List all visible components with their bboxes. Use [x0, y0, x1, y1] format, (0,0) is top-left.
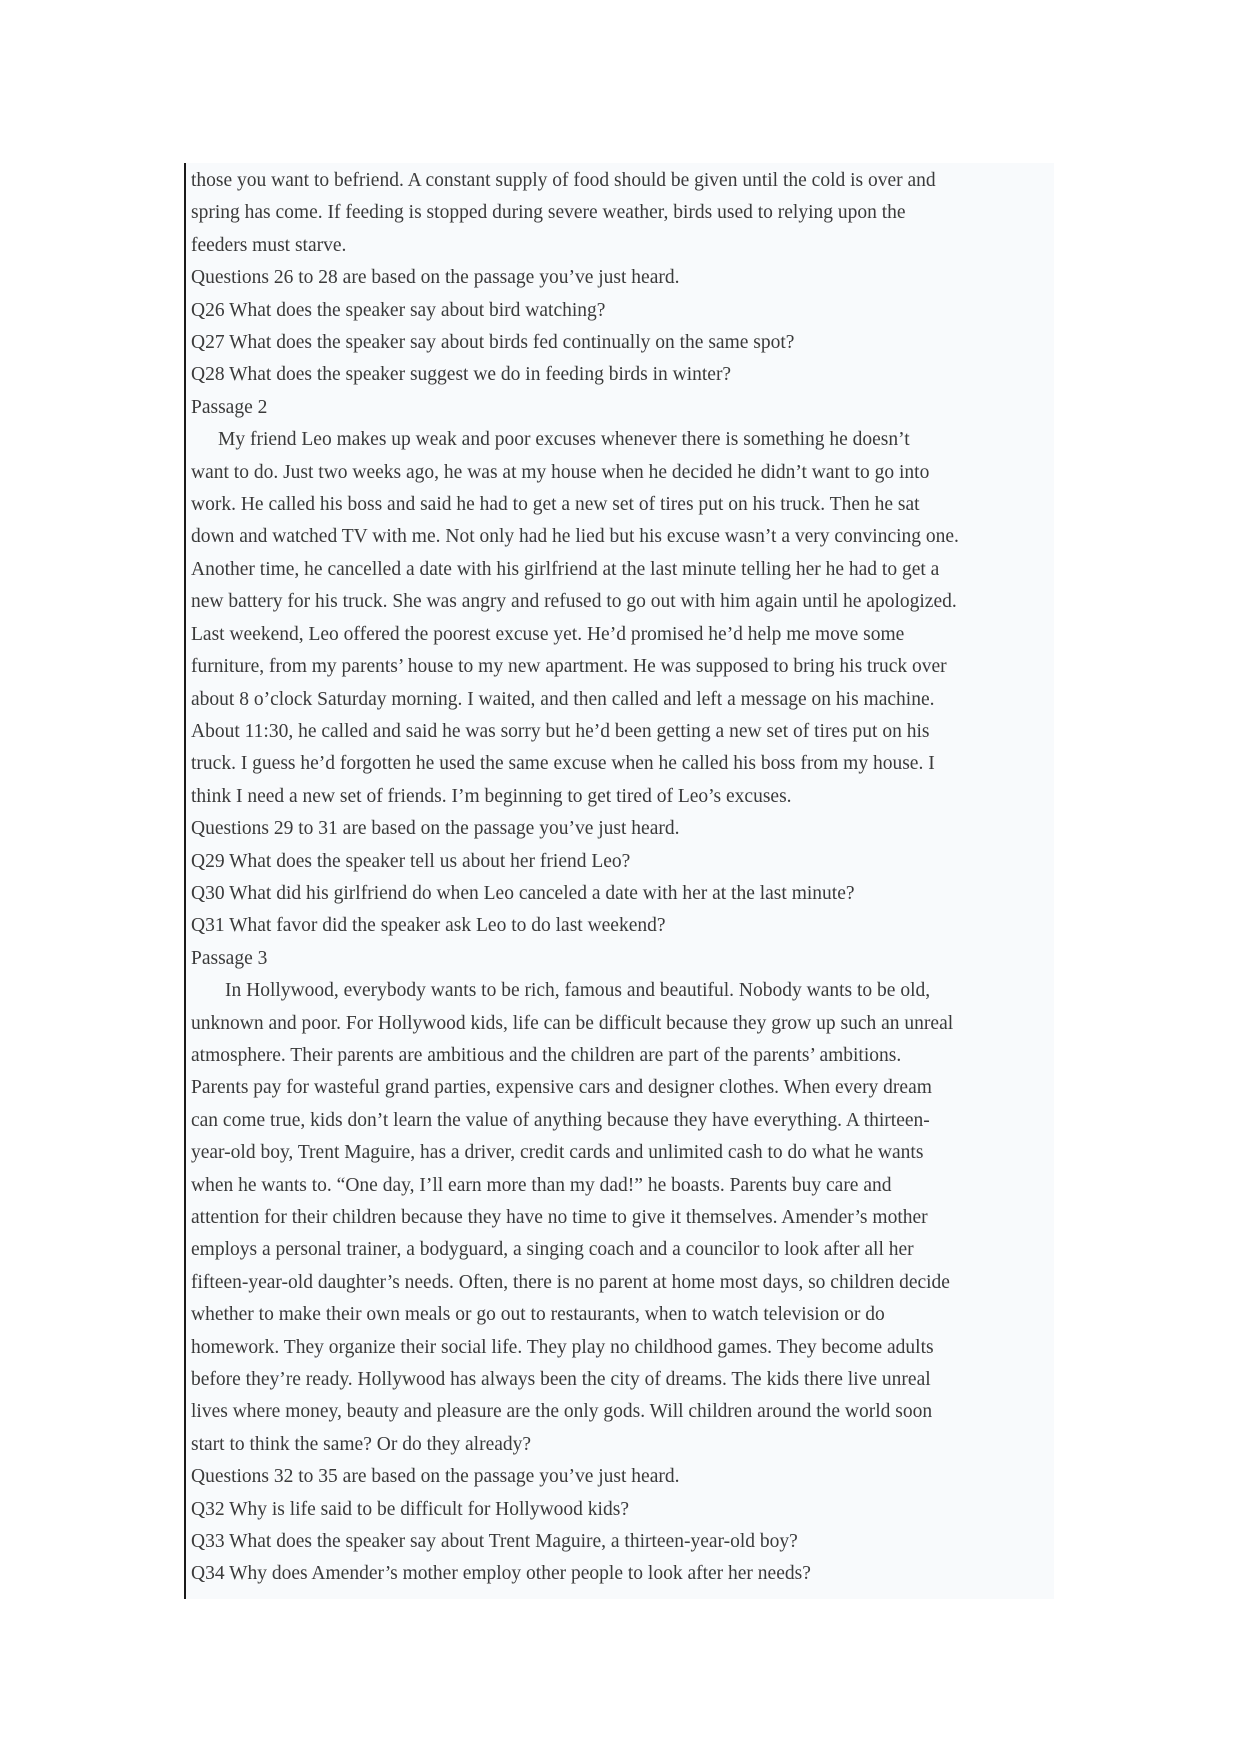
question-line: Q26 What does the speaker say about bird watching? — [191, 299, 606, 321]
passage-heading: Passage 2 — [191, 396, 268, 418]
passage-text-line: those you want to befriend. A constant supply of food should be given until the cold is over and — [191, 170, 936, 191]
question-line: Q28 What does the speaker suggest we do in feeding birds in winter? — [191, 364, 732, 386]
passage-text-line: down and watched TV with me. Not only had he lied but his excuse wasn’t a very convincing one. — [191, 526, 959, 548]
passage-text-line: lives where money, beauty and pleasure are the only gods. Will children around the world soon — [191, 1401, 933, 1423]
question-line: Q33 What does the speaker say about Trent Maguire, a thirteen-year-old boy? — [191, 1531, 798, 1553]
questions-intro-line: Questions 32 to 35 are based on the passage you’ve just heard. — [191, 1466, 680, 1488]
passage-text-line: new battery for his truck. She was angry and refused to go out with him again until he apologized. — [191, 591, 957, 613]
question-line: Q32 Why is life said to be difficult for Hollywood kids? — [191, 1498, 629, 1520]
questions-intro-line: Questions 29 to 31 are based on the passage you’ve just heard. — [191, 818, 680, 840]
question-line: Q31 What favor did the speaker ask Leo to do last weekend? — [191, 915, 666, 937]
passage-text-line: employs a personal trainer, a bodyguard, a singing coach and a councilor to look after all her — [191, 1239, 914, 1261]
passage-text-line: truck. I guess he’d forgotten he used the same excuse when he called his boss from my house. I — [191, 753, 935, 775]
passage-text-line: whether to make their own meals or go out to restaurants, when to watch television or do — [191, 1304, 885, 1326]
passage-text-line: attention for their children because they have no time to give it themselves. Amender’s mother — [191, 1207, 928, 1228]
passage-text-line: year-old boy, Trent Maguire, has a driver, credit cards and unlimited cash to do what he wants — [191, 1142, 924, 1164]
passage-text-line: feeders must starve. — [191, 234, 347, 256]
question-line: Q29 What does the speaker tell us about her friend Leo? — [191, 850, 631, 872]
question-line: Q30 What did his girlfriend do when Leo canceled a date with her at the last minute? — [191, 882, 855, 904]
questions-intro-line: Questions 26 to 28 are based on the passage you’ve just heard. — [191, 267, 680, 289]
passage-text-line: before they’re ready. Hollywood has always been the city of dreams. The kids there live unreal — [191, 1369, 931, 1391]
passage-text-line: start to think the same? Or do they already? — [191, 1433, 532, 1455]
question-line: Q27 What does the speaker say about birds fed continually on the same spot? — [191, 332, 795, 354]
passage-text-line: atmosphere. Their parents are ambitious and the children are part of the parents’ ambitions. — [191, 1044, 902, 1066]
transcript-text-block — [184, 163, 1054, 1599]
passage-text-line: furniture, from my parents’ house to my new apartment. He was supposed to bring his truck over — [191, 656, 947, 678]
question-line: Q34 Why does Amender’s mother employ other people to look after her needs? — [191, 1563, 811, 1585]
passage-text-line: think I need a new set of friends. I’m beginning to get tired of Leo’s excuses. — [191, 785, 792, 807]
passage-text-line: spring has come. If feeding is stopped during severe weather, birds used to relying upon the — [191, 202, 906, 224]
passage-text-line: can come true, kids don’t learn the value of anything because they have everything. A thirteen- — [191, 1109, 930, 1131]
passage-text-line: In Hollywood, everybody wants to be rich, famous and beautiful. Nobody wants to be old, — [225, 980, 931, 1002]
passage-text-line: unknown and poor. For Hollywood kids, life can be difficult because they grow up such an unreal — [191, 1012, 954, 1034]
passage-text-line: Another time, he cancelled a date with his girlfriend at the last minute telling her he had to get a — [191, 558, 940, 580]
passage-text-line: when he wants to. “One day, I’ll earn more than my dad!” he boasts. Parents buy care and — [191, 1174, 892, 1196]
passage-text-line: Last weekend, Leo offered the poorest excuse yet. He’d promised he’d help me move some — [191, 623, 905, 645]
passage-text-line: about 8 o’clock Saturday morning. I waited, and then called and left a message on his machine. — [191, 688, 935, 710]
passage-text-line: want to do. Just two weeks ago, he was at my house when he decided he didn’t want to go into — [191, 461, 930, 483]
passage-text-line: My friend Leo makes up weak and poor excuses whenever there is something he doesn’t — [218, 429, 910, 451]
passage-text-line: Parents pay for wasteful grand parties, expensive cars and designer clothes. When every dream — [191, 1077, 932, 1099]
passage-text-line: About 11:30, he called and said he was sorry but he’d been getting a new set of tires put on his — [191, 720, 930, 742]
passage-text-line: homework. They organize their social life. They play no childhood games. They become adults — [191, 1336, 934, 1358]
passage-heading: Passage 3 — [191, 947, 268, 969]
passage-text-line: work. He called his boss and said he had to get a new set of tires put on his truck. Then he sat — [191, 494, 920, 516]
passage-text-line: fifteen-year-old daughter’s needs. Often, there is no parent at home most days, so children decide — [191, 1271, 950, 1293]
